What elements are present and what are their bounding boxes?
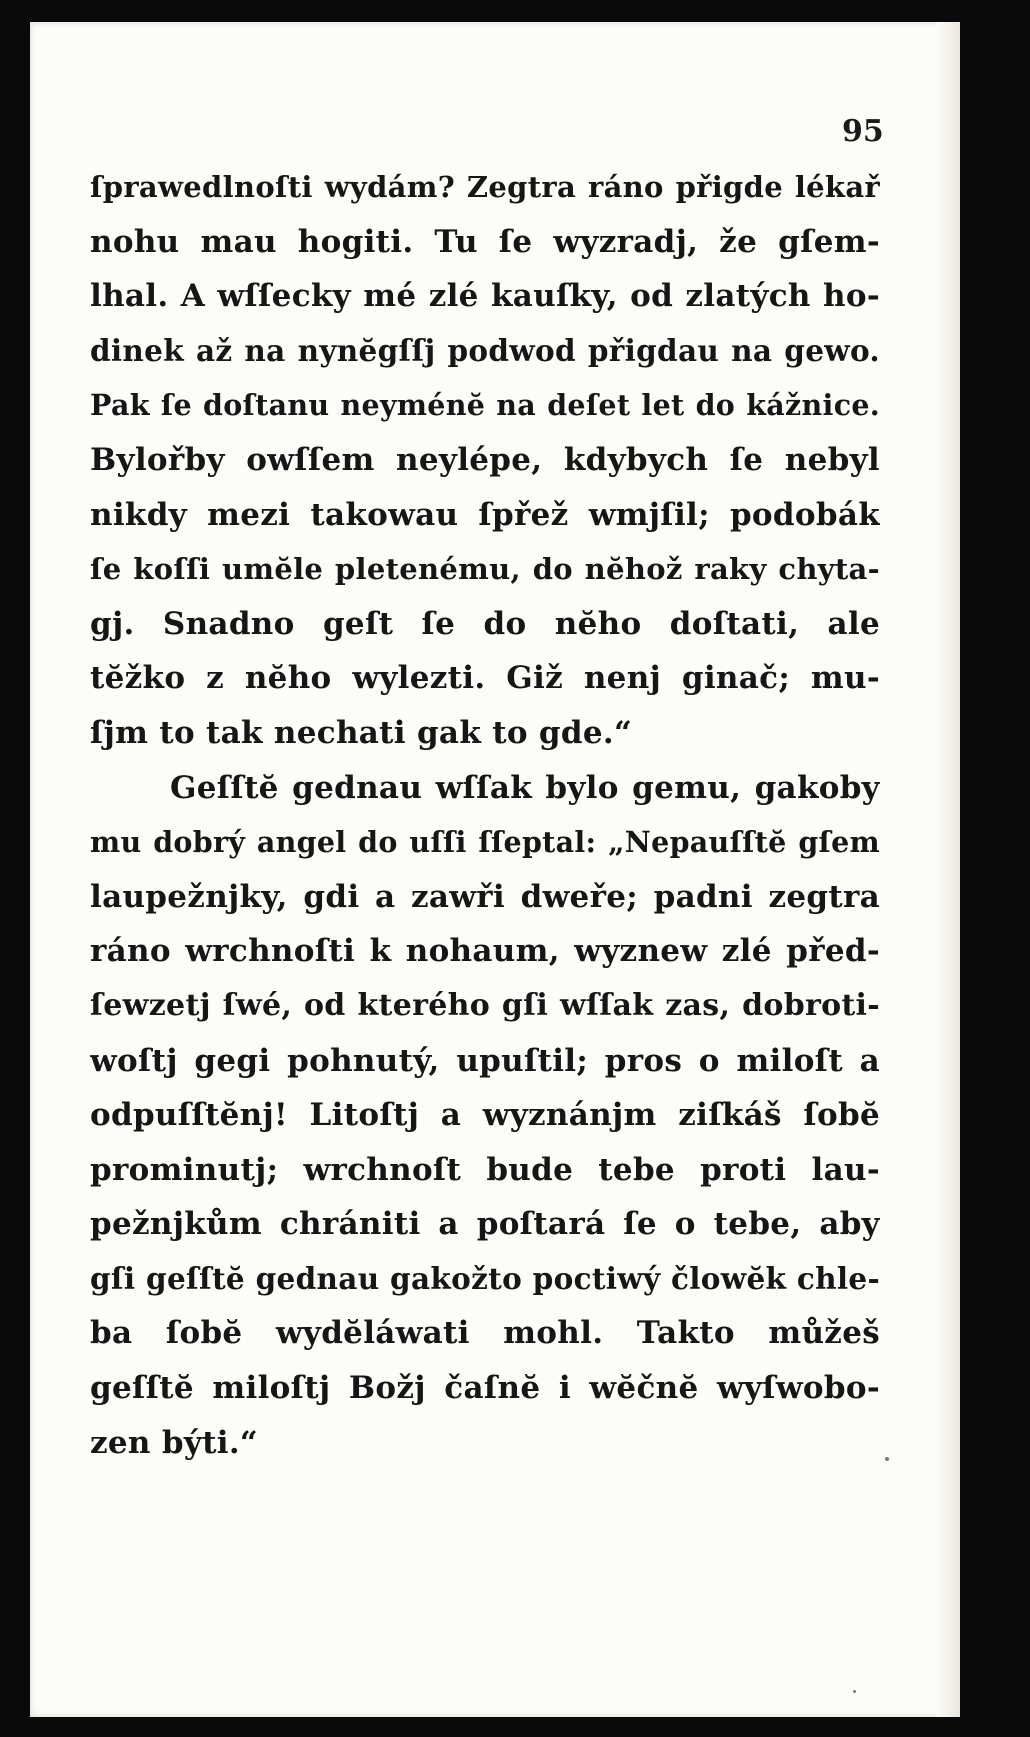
text-line: laupežnjky, gdi a zawři dweře; padni zegtra xyxy=(90,878,880,915)
text-line: nohu mau hogiti. Tu ſe wyzradj, že gſem- xyxy=(90,223,880,260)
text-line: dinek až na nynĕgſſj podwod přigdau na gewo. xyxy=(90,332,880,368)
paragraph-first-line: Geſſtĕ gednau wſſak bylo gemu, gakoby xyxy=(170,769,880,806)
page-number: 95 xyxy=(842,114,884,149)
text-line: Pak ſe doſtanu neyménĕ na deſet let do kážnice. xyxy=(90,388,880,423)
text-line: Bylořby owſſem neylépe, kdybych ſe nebyl xyxy=(90,441,880,478)
text-line: gj. Snadno geſt ſe do nĕho doſtati, ale xyxy=(90,605,880,642)
text-line: ráno wrchnoſti k nohaum, wyznew zlé před- xyxy=(90,933,880,970)
text-line: pežnjkům chrániti a poſtará ſe o tebe, aby xyxy=(90,1206,880,1243)
text-line: odpuſſtĕnj! Litoſtj a wyznánjm ziſkáš ſobĕ xyxy=(90,1097,880,1134)
text-line: lhal. A wſſecky mé zlé kauſky, od zlatých ho- xyxy=(90,278,880,315)
page-edge-shadow xyxy=(936,22,960,1717)
text-line: woſtj gegi pohnutý, upuſtil; pros o miloſt a xyxy=(90,1042,880,1079)
text-line: mu dobrý angel do uſſi ſſeptal: „Nepauſſtĕ gſem xyxy=(90,825,880,860)
text-line: gſi geſſtĕ gednau gakožto poctiwý člowĕk chle- xyxy=(90,1260,880,1296)
body-text xyxy=(90,160,880,1470)
paper-speck xyxy=(853,1690,856,1693)
text-line: ſprawedlnoſti wydám? Zegtra ráno přigde lékař xyxy=(90,170,880,204)
paper-speck xyxy=(885,1457,889,1461)
text-line: geſſtĕ miloſtj Božj čaſnĕ i wĕčnĕ wyſwobo- xyxy=(90,1370,880,1407)
text-line: ſe koſſi umĕle pletenému, do nĕhož raky chyta- xyxy=(90,552,880,587)
text-line: prominutj; wrchnoſt bude tebe proti lau- xyxy=(90,1151,880,1188)
text-line: ba ſobĕ wydĕláwati mohl. Takto můžeš xyxy=(90,1315,880,1352)
text-line: ſjm to tak nechati gak to gde.“ xyxy=(90,714,633,751)
book-page xyxy=(30,22,960,1717)
text-line: zen býti.“ xyxy=(90,1424,259,1461)
text-line: tĕžko z nĕho wylezti. Giž nenj ginač; mu- xyxy=(90,660,880,697)
text-line: nikdy mezi takowau ſpřež wmjſil; podobák xyxy=(90,496,880,533)
text-line: ſewzetj ſwé, od kterého gſi wſſak zas, dobroti- xyxy=(90,987,880,1023)
